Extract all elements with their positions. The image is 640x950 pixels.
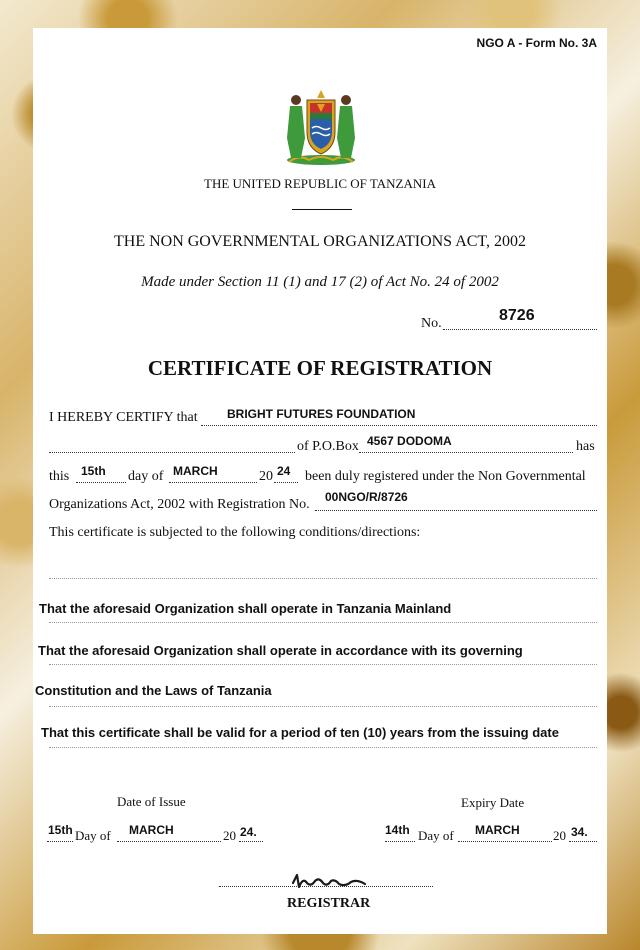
issue-year-dotted-line [239, 841, 263, 842]
condition-item: That the aforesaid Organization shall operate in Tanzania Mainland [39, 601, 452, 616]
divider [292, 209, 352, 210]
condition-dotted-line [49, 622, 597, 623]
certificate-title: CERTIFICATE OF REGISTRATION [147, 356, 493, 380]
conditions-intro: This certificate is subjected to the following conditions/directions: [49, 525, 421, 540]
signature-icon [289, 871, 373, 891]
certificate-no-dotted-line [443, 329, 597, 330]
month-value: MARCH [173, 464, 218, 478]
issue-day-dotted-line [47, 841, 73, 842]
condition-item: That the aforesaid Organization shall operate in accordance with its governing [38, 643, 523, 658]
org-dotted-line-2 [49, 452, 295, 453]
registrar-label: REGISTRAR [287, 896, 371, 911]
expiry-year: 34. [571, 825, 588, 839]
condition-dotted-line [49, 578, 597, 579]
condition-dotted-line [49, 664, 597, 665]
year-value: 24 [277, 464, 291, 478]
month-dotted-line [169, 482, 257, 483]
expiry-day-dotted-line [385, 841, 415, 842]
issue-day-of: Day of [75, 828, 111, 843]
expiry-day-of: Day of [418, 828, 454, 843]
certificate-paper [33, 28, 607, 934]
condition-dotted-line [49, 706, 597, 707]
issue-day: 15th [48, 823, 73, 837]
po-box-label: of P.O.Box [297, 439, 359, 454]
po-box-value: 4567 DODOMA [367, 434, 452, 448]
org-dotted-line [201, 425, 597, 426]
form-number: NGO A - Form No. 3A [476, 36, 597, 50]
reg-dotted-line [315, 510, 597, 511]
po-box-dotted-line [359, 452, 573, 453]
expiry-day: 14th [385, 823, 410, 837]
has-label: has [576, 439, 595, 454]
issue-year-prefix: 20 [223, 828, 236, 843]
reg-label: Organizations Act, 2002 with Registration No. [49, 497, 310, 512]
condition-item: That this certificate shall be valid for a period of ten (10) years from the issuing date [41, 725, 559, 740]
day-of-label: day of [128, 469, 164, 484]
expiry-year-prefix: 20 [553, 828, 566, 843]
this-label: this [49, 469, 70, 484]
coat-of-arms-icon [279, 84, 363, 168]
year-dotted-line [274, 482, 298, 483]
condition-dotted-line [49, 747, 597, 748]
expiry-label: Expiry Date [461, 795, 525, 810]
issue-month-dotted-line [117, 841, 221, 842]
certificate-no-value: 8726 [499, 307, 535, 324]
act-title: THE NON GOVERNMENTAL ORGANIZATIONS ACT, 2002 [113, 233, 527, 250]
issue-year: 24. [240, 825, 257, 839]
expiry-month: MARCH [475, 823, 520, 837]
certificate-no-label: No. [421, 316, 442, 331]
registration-number: 00NGO/R/8726 [325, 490, 408, 504]
day-dotted-line [76, 482, 126, 483]
organization-name: BRIGHT FUTURES FOUNDATION [227, 407, 416, 421]
registered-label: been duly registered under the Non Governmental [305, 469, 586, 484]
registrar-dotted-line [219, 886, 433, 887]
expiry-year-dotted-line [569, 841, 597, 842]
country-name: THE UNITED REPUBLIC OF TANZANIA [204, 176, 436, 191]
day-value: 15th [81, 464, 106, 478]
issue-month: MARCH [129, 823, 174, 837]
certify-label: I HEREBY CERTIFY that [49, 410, 198, 425]
expiry-month-dotted-line [458, 841, 552, 842]
condition-item: Constitution and the Laws of Tanzania [35, 683, 272, 698]
issue-label: Date of Issue [117, 794, 186, 809]
year-prefix: 20 [259, 469, 273, 484]
made-under: Made under Section 11 (1) and 17 (2) of Act No. 24 of 2002 [141, 274, 499, 290]
